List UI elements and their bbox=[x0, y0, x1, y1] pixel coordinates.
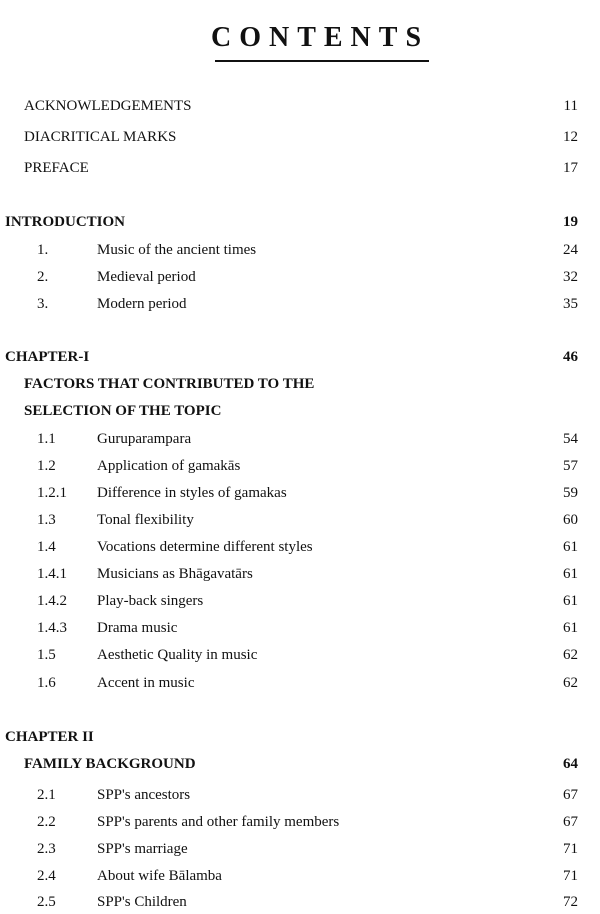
heading-page: 19 bbox=[563, 214, 578, 230]
entry-title: Guruparampara bbox=[97, 431, 192, 447]
title-underline bbox=[215, 60, 429, 62]
chapter-2-subtitle[interactable] bbox=[0, 754, 600, 774]
entry-title: Music of the ancient times bbox=[97, 242, 257, 258]
entry-title: Medieval period bbox=[97, 269, 196, 285]
entry-number: 1.4.2 bbox=[37, 593, 67, 609]
entry-page: 72 bbox=[563, 894, 578, 910]
entry-title: ACKNOWLEDGEMENTS bbox=[24, 98, 192, 114]
entry-page: 12 bbox=[563, 129, 578, 145]
entry-page: 59 bbox=[563, 485, 578, 501]
entry-number: 2.2 bbox=[37, 814, 56, 830]
toc-entry[interactable] bbox=[0, 866, 600, 886]
entry-title: SPP's ancestors bbox=[97, 787, 191, 803]
entry-page: 11 bbox=[563, 98, 578, 114]
heading-title: INTRODUCTION bbox=[5, 214, 126, 230]
toc-entry[interactable] bbox=[0, 294, 600, 314]
entry-title: Vocations determine different styles bbox=[97, 539, 313, 555]
entry-number: 1. bbox=[37, 242, 49, 258]
entry-number: 1.4.1 bbox=[37, 566, 67, 582]
toc-entry[interactable] bbox=[0, 429, 600, 449]
entry-page: 24 bbox=[563, 242, 578, 258]
heading-page: 46 bbox=[563, 349, 578, 365]
heading-page: 64 bbox=[563, 756, 578, 772]
entry-number: 3. bbox=[37, 296, 49, 312]
entry-number: 1.4.3 bbox=[37, 620, 67, 636]
entry-title: About wife Bālamba bbox=[97, 868, 222, 884]
entry-page: 35 bbox=[563, 296, 578, 312]
entry-page: 57 bbox=[563, 458, 578, 474]
entry-page: 71 bbox=[563, 868, 578, 884]
entry-title: Aesthetic Quality in music bbox=[97, 647, 258, 663]
entry-page: 61 bbox=[563, 593, 578, 609]
entry-number: 1.4 bbox=[37, 539, 56, 555]
subtitle-text: FAMILY BACKGROUND bbox=[24, 756, 196, 772]
toc-heading-introduction[interactable] bbox=[0, 212, 600, 232]
entry-title: Application of gamakās bbox=[97, 458, 241, 474]
entry-number: 2.3 bbox=[37, 841, 56, 857]
entry-title: Drama music bbox=[97, 620, 178, 636]
entry-number: 2.1 bbox=[37, 787, 56, 803]
toc-entry[interactable] bbox=[0, 892, 600, 912]
heading-title: CHAPTER-I bbox=[5, 349, 90, 365]
entry-title: SPP's Children bbox=[97, 894, 187, 910]
toc-entry[interactable] bbox=[0, 673, 600, 693]
entry-title: Tonal flexibility bbox=[97, 512, 194, 528]
entry-number: 1.6 bbox=[37, 675, 56, 691]
entry-title: Modern period bbox=[97, 296, 187, 312]
toc-heading-chapter-2[interactable] bbox=[0, 727, 600, 747]
entry-page: 32 bbox=[563, 269, 578, 285]
entry-page: 67 bbox=[563, 787, 578, 803]
toc-entry[interactable] bbox=[0, 537, 600, 557]
toc-entry[interactable] bbox=[0, 785, 600, 805]
toc-heading-chapter-1[interactable] bbox=[0, 347, 600, 367]
entry-number: 2. bbox=[37, 269, 49, 285]
toc-entry[interactable] bbox=[0, 564, 600, 584]
toc-entry-preface[interactable] bbox=[0, 158, 600, 178]
entry-title: PREFACE bbox=[24, 160, 89, 176]
entry-page: 62 bbox=[563, 675, 578, 691]
entry-title: Difference in styles of gamakas bbox=[97, 485, 287, 501]
entry-page: 17 bbox=[563, 160, 578, 176]
chapter-1-subtitle-line-2 bbox=[0, 401, 600, 421]
toc-entry[interactable] bbox=[0, 618, 600, 638]
entry-page: 61 bbox=[563, 539, 578, 555]
toc-entry[interactable] bbox=[0, 240, 600, 260]
chapter-1-subtitle-line-1 bbox=[0, 374, 600, 394]
entry-title: Play-back singers bbox=[97, 593, 204, 609]
subtitle-text: SELECTION OF THE TOPIC bbox=[24, 403, 222, 419]
entry-page: 54 bbox=[563, 431, 578, 447]
toc-entry[interactable] bbox=[0, 456, 600, 476]
heading-title: CHAPTER II bbox=[5, 729, 94, 745]
toc-entry[interactable] bbox=[0, 812, 600, 832]
subtitle-text: FACTORS THAT CONTRIBUTED TO THE bbox=[24, 376, 315, 392]
toc-entry-acknowledgements[interactable] bbox=[0, 96, 600, 116]
toc-entry[interactable] bbox=[0, 267, 600, 287]
entry-number: 2.4 bbox=[37, 868, 56, 884]
entry-title: SPP's marriage bbox=[97, 841, 188, 857]
page-title: CONTENTS bbox=[210, 22, 430, 53]
entry-number: 1.3 bbox=[37, 512, 56, 528]
toc-entry[interactable] bbox=[0, 483, 600, 503]
entry-page: 67 bbox=[563, 814, 578, 830]
entry-page: 60 bbox=[563, 512, 578, 528]
entry-number: 1.1 bbox=[37, 431, 56, 447]
entry-number: 1.2 bbox=[37, 458, 56, 474]
entry-page: 62 bbox=[563, 647, 578, 663]
entry-title: Musicians as Bhāgavatārs bbox=[97, 566, 253, 582]
entry-title: DIACRITICAL MARKS bbox=[24, 129, 177, 145]
entry-title: SPP's parents and other family members bbox=[97, 814, 340, 830]
entry-title: Accent in music bbox=[97, 675, 195, 691]
entry-page: 61 bbox=[563, 566, 578, 582]
entry-page: 71 bbox=[563, 841, 578, 857]
toc-entry[interactable] bbox=[0, 645, 600, 665]
toc-entry[interactable] bbox=[0, 591, 600, 611]
toc-entry[interactable] bbox=[0, 839, 600, 859]
entry-page: 61 bbox=[563, 620, 578, 636]
entry-number: 2.5 bbox=[37, 894, 56, 910]
entry-number: 1.2.1 bbox=[37, 485, 67, 501]
entry-number: 1.5 bbox=[37, 647, 56, 663]
toc-entry[interactable] bbox=[0, 510, 600, 530]
toc-entry-diacritical-marks[interactable] bbox=[0, 127, 600, 147]
